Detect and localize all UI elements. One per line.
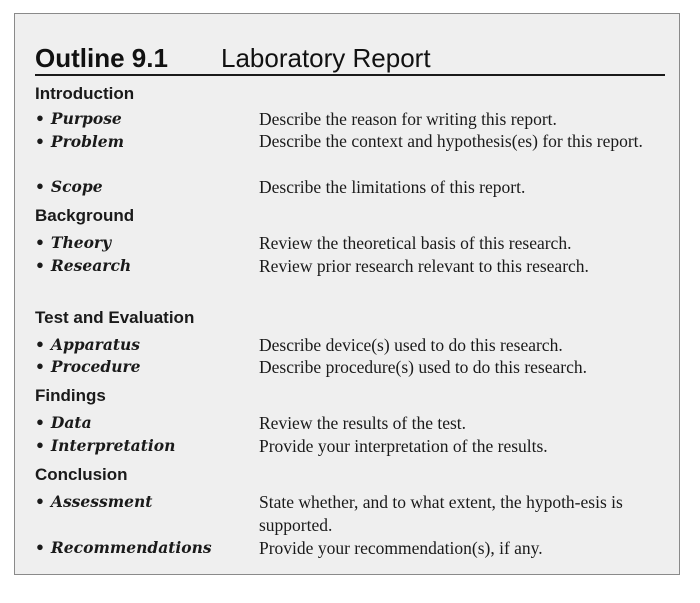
outline-title: Laboratory Report — [221, 43, 431, 73]
section-heading-findings: Findings — [35, 386, 106, 405]
term-research: • Research — [35, 256, 132, 275]
description-procedure: Describe procedure(s) used to do this research. — [259, 357, 587, 377]
description-data: Review the results of the test. — [259, 413, 467, 433]
description-recommendations: Provide your recommendation(s), if any. — [259, 538, 543, 558]
term-label: Assessment — [50, 492, 153, 511]
section-heading-conclusion: Conclusion — [35, 465, 128, 484]
description-apparatus: Describe device(s) used to do this research. — [259, 335, 563, 355]
term-label: Problem — [50, 132, 125, 151]
term-label: Recommendations — [50, 538, 212, 557]
term-label: Apparatus — [50, 335, 141, 354]
term-label: Data — [50, 413, 92, 432]
term-label: Procedure — [50, 357, 141, 376]
term-label: Purpose — [50, 109, 122, 128]
term-label: Research — [50, 256, 132, 275]
term-problem: • Problem — [35, 132, 125, 151]
section-heading-introduction: Introduction — [35, 84, 135, 103]
term-apparatus: • Apparatus — [35, 335, 141, 354]
term-interpretation: • Interpretation — [35, 436, 176, 455]
description-research: Review prior research relevant to this research. — [259, 256, 589, 276]
term-scope: • Scope — [35, 177, 103, 196]
term-data: • Data — [35, 413, 92, 432]
description-purpose: Describe the reason for writing this report. — [259, 109, 557, 129]
description-problem: Describe the context and hypothesis(es) for this report. — [259, 131, 643, 151]
term-label: Theory — [50, 233, 112, 252]
section-heading-background: Background — [35, 206, 135, 225]
description-assessment: State whether, and to what extent, the hypoth-esis is supported. — [259, 492, 623, 535]
description-interpretation: Provide your interpretation of the results. — [259, 436, 548, 456]
outline-header — [35, 28, 665, 76]
outline-box — [14, 13, 680, 575]
term-procedure: • Procedure — [35, 357, 141, 376]
description-theory: Review the theoretical basis of this research. — [259, 233, 572, 253]
section-heading-test-and-evaluation: Test and Evaluation — [35, 308, 195, 327]
term-purpose: • Purpose — [35, 109, 122, 128]
description-scope: Describe the limitations of this report. — [259, 177, 526, 197]
term-assessment: • Assessment — [35, 492, 153, 511]
term-recommendations: • Recommendations — [35, 538, 212, 557]
outline-number: Outline 9.1 — [35, 43, 168, 73]
term-label: Scope — [50, 177, 103, 196]
term-label: Interpretation — [50, 436, 176, 455]
term-theory: • Theory — [35, 233, 112, 252]
